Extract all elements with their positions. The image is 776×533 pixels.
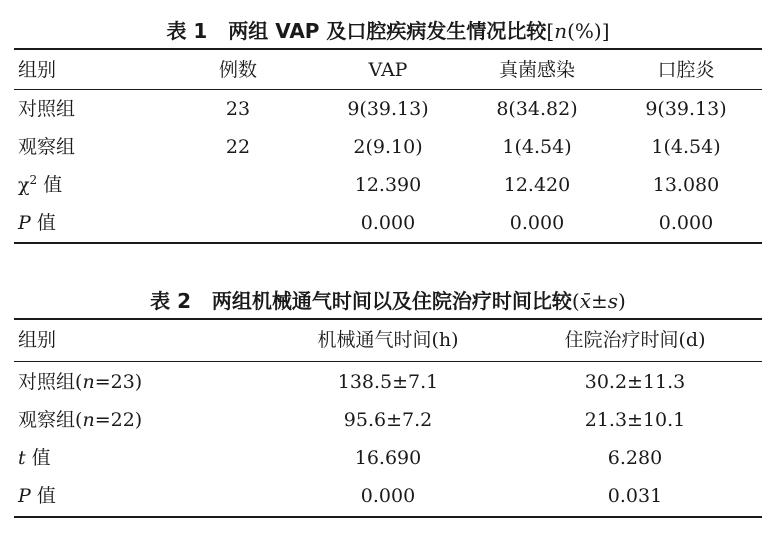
table1-caption-unit-var: n bbox=[554, 19, 568, 43]
table2-observe-group bbox=[18, 401, 142, 439]
table1-p-stomatitis: 0.000 bbox=[658, 212, 714, 234]
table2-t-hospital: 6.280 bbox=[607, 447, 663, 469]
table1-observe-vap: 2(9.10) bbox=[353, 136, 423, 158]
table1-observe-group: 观察组 bbox=[18, 136, 76, 158]
table2-observe-n-val: =22) bbox=[94, 409, 143, 431]
table1-p-symbol: P bbox=[18, 212, 31, 234]
table1-bottom-rule bbox=[14, 242, 762, 244]
table1-header-row bbox=[0, 51, 776, 89]
table1-header-fungal: 真菌感染 bbox=[498, 59, 575, 81]
table1-top-rule bbox=[14, 48, 762, 50]
table2-caption-unit-var2: s bbox=[607, 289, 619, 313]
table1-p-suffix: 值 bbox=[30, 212, 56, 234]
table2-header-rule bbox=[14, 361, 762, 362]
table1-chi-label bbox=[18, 166, 62, 204]
table1-header-vap: VAP bbox=[368, 59, 408, 81]
table2-caption-unit-mid: ± bbox=[591, 289, 608, 313]
table1-caption-unit-open: [ bbox=[546, 19, 555, 43]
table1-caption-prefix: 表 1 bbox=[166, 19, 208, 43]
table1-header-stomatitis: 口腔炎 bbox=[657, 59, 715, 81]
table2-t-symbol: t bbox=[18, 447, 26, 469]
table2-p-ventilation: 0.000 bbox=[360, 485, 416, 507]
table2-caption-unit-var: x̄ bbox=[579, 289, 592, 313]
table2-caption-unit-close: ) bbox=[618, 289, 626, 313]
table1-observe-stomatitis: 1(4.54) bbox=[651, 136, 721, 158]
table1-chi-symbol: χ bbox=[18, 174, 30, 196]
table2-t-ventilation: 16.690 bbox=[354, 447, 422, 469]
table1-chi-vap: 12.390 bbox=[354, 174, 422, 196]
table2-bottom-rule bbox=[14, 516, 762, 518]
table1-caption-unit-close: (%)] bbox=[567, 19, 610, 43]
table2-control-n-val: =23) bbox=[94, 371, 143, 393]
table2-p-suffix: 值 bbox=[30, 485, 56, 507]
table1-control-count: 23 bbox=[225, 98, 251, 120]
table1-p-vap: 0.000 bbox=[360, 212, 416, 234]
table2-caption-unit-open: ( bbox=[571, 289, 580, 313]
table2-control-name: 对照组 bbox=[18, 371, 76, 393]
table-row bbox=[0, 128, 776, 166]
table2-control-hospital: 30.2±11.3 bbox=[584, 371, 686, 393]
table1-header-group: 组别 bbox=[18, 59, 57, 81]
table2-observe-hospital: 21.3±10.1 bbox=[584, 409, 686, 431]
table-row bbox=[0, 204, 776, 242]
table1-observe-fungal: 1(4.54) bbox=[502, 136, 572, 158]
table-row bbox=[0, 477, 776, 515]
table1-caption-text: 两组 VAP 及口腔疾病发生情况比较 bbox=[228, 19, 547, 43]
table-row bbox=[0, 90, 776, 128]
table2-control-ventilation: 138.5±7.1 bbox=[337, 371, 439, 393]
table1-control-fungal: 8(34.82) bbox=[496, 98, 578, 120]
table2-control-n-var: n bbox=[82, 371, 95, 393]
table1-chi-fungal: 12.420 bbox=[503, 174, 571, 196]
table1-chi-stomatitis: 13.080 bbox=[652, 174, 720, 196]
table-row bbox=[0, 401, 776, 439]
table2-header-ventilation: 机械通气时间(h) bbox=[317, 329, 459, 351]
table1-p-fungal: 0.000 bbox=[509, 212, 565, 234]
table2-header-hospital: 住院治疗时间(d) bbox=[564, 329, 706, 351]
table2-control-n-open: ( bbox=[75, 371, 83, 393]
table2-t-suffix: 值 bbox=[25, 447, 51, 469]
table-row bbox=[0, 439, 776, 477]
table1-chi-sup: 2 bbox=[29, 173, 38, 187]
table2-caption-text: 两组机械通气时间以及住院治疗时间比较 bbox=[211, 289, 572, 313]
table1-chi-suffix: 值 bbox=[37, 174, 63, 196]
table1-control-stomatitis: 9(39.13) bbox=[645, 98, 727, 120]
table2-header-row bbox=[0, 321, 776, 359]
table2-observe-name: 观察组 bbox=[18, 409, 76, 431]
table2-caption-prefix: 表 2 bbox=[150, 289, 192, 313]
table1-caption bbox=[0, 18, 776, 44]
table-row bbox=[0, 363, 776, 401]
table2-caption bbox=[0, 288, 776, 314]
table1-p-count bbox=[178, 204, 298, 242]
table2-p-symbol: P bbox=[18, 485, 31, 507]
table2-p-hospital: 0.031 bbox=[607, 485, 663, 507]
table2-header-group: 组别 bbox=[18, 329, 57, 351]
table2-t-label bbox=[18, 439, 51, 477]
table1-p-label bbox=[18, 204, 56, 242]
table1-chi-count bbox=[178, 166, 298, 204]
table2-observe-n-open: ( bbox=[75, 409, 83, 431]
table2-p-label bbox=[18, 477, 56, 515]
table1-control-vap: 9(39.13) bbox=[347, 98, 429, 120]
table-row bbox=[0, 166, 776, 204]
table2-observe-ventilation: 95.6±7.2 bbox=[343, 409, 433, 431]
table1-control-group: 对照组 bbox=[18, 98, 76, 120]
table1-observe-count: 22 bbox=[225, 136, 251, 158]
table2-observe-n-var: n bbox=[82, 409, 95, 431]
table2-control-group bbox=[18, 363, 142, 401]
table2-top-rule bbox=[14, 318, 762, 320]
table1-header-count: 例数 bbox=[218, 59, 257, 81]
